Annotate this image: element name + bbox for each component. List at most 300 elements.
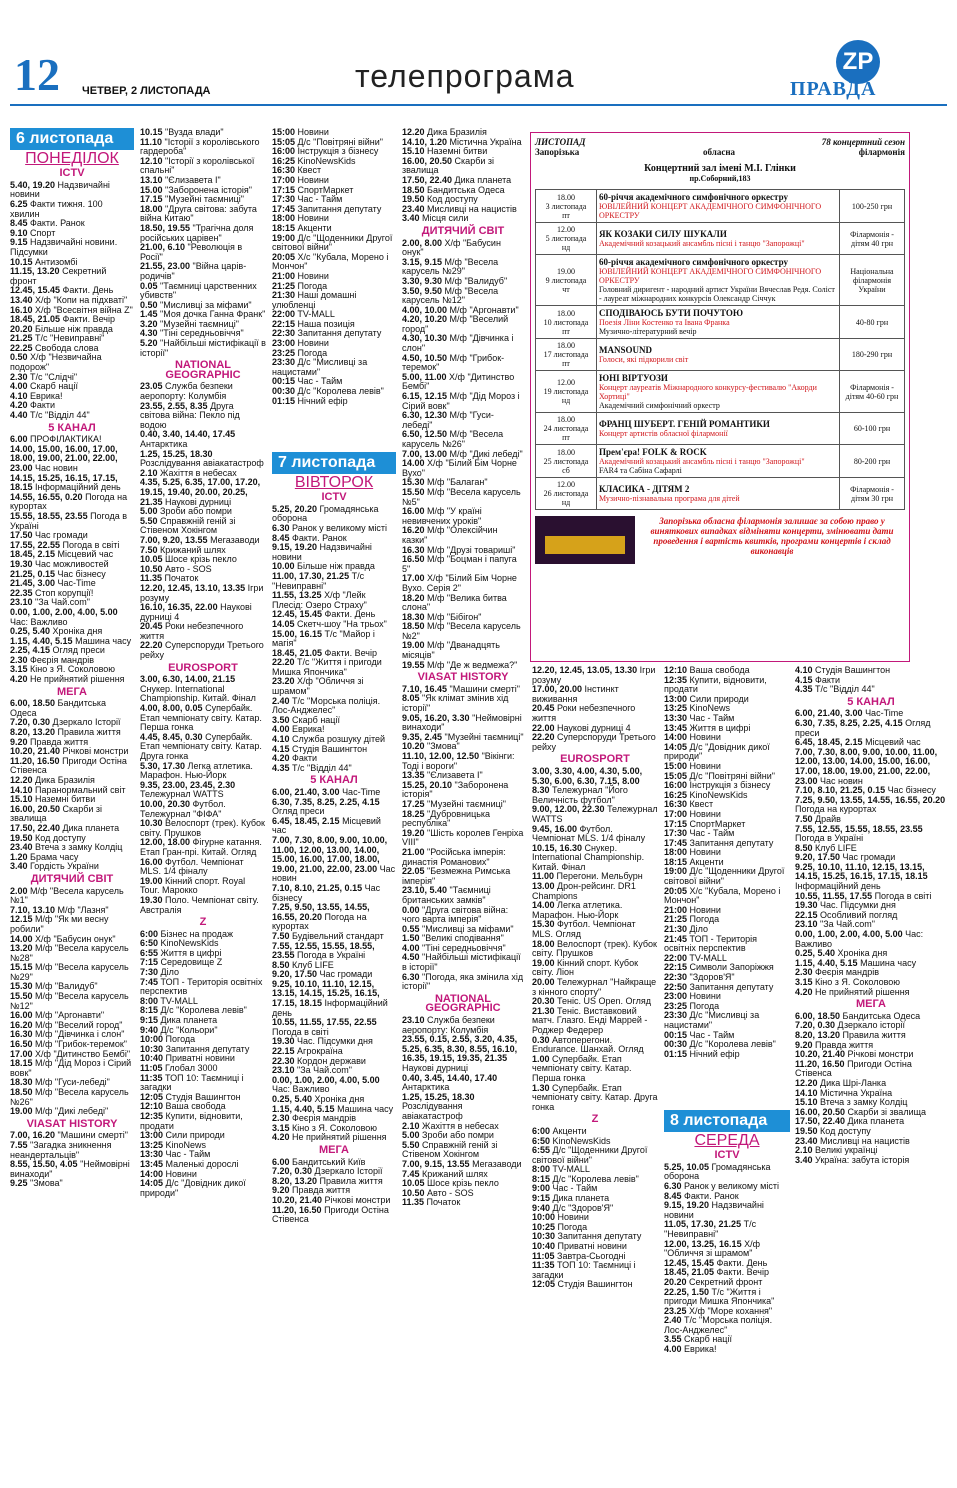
program-entry: [402, 1016, 524, 1035]
program-entry: [402, 973, 524, 992]
program-title: Д/с "Кольори": [158, 1024, 218, 1035]
program-times: 8.45: [664, 1190, 682, 1201]
program-times: 17.55, 22.55: [10, 539, 61, 550]
program-entry: [272, 543, 396, 562]
program-times: 17:30: [664, 828, 688, 839]
program-times: 1.00: [532, 1053, 550, 1064]
program-times: 6.45, 18.45, 2.15: [272, 815, 340, 826]
program-title: Легка атлетика. Марафон. Нью-Йорк: [140, 760, 253, 781]
program-times: 12:35: [664, 674, 688, 685]
program-times: 21:30: [664, 924, 688, 935]
concert-subtitle: Концерт артистів обласної філармонії: [599, 429, 728, 438]
program-times: 23.10: [402, 1015, 425, 1026]
program-entry: [795, 863, 947, 892]
program-title: Х/ф "Бабусин онук": [32, 933, 116, 944]
program-times: 8.05: [402, 693, 420, 704]
program-times: 5.40, 19.20: [10, 179, 56, 190]
program-times: 12.20: [402, 127, 425, 137]
program-times: 7.50: [795, 813, 813, 824]
program-times: 12:10: [140, 1101, 164, 1112]
program-title: Акценти: [295, 222, 332, 233]
program-entry: [10, 1179, 134, 1189]
program-entry: [272, 658, 396, 677]
program-times: 7.00, 7.30, 8.00, 9.00, 10.00, 11.00, 12.00, 13.00, 14.00, 15.00, 16.00, 17.00, 18.00, 19.00, 21.00, 22.00, 23.00: [272, 834, 388, 874]
concert-title: MANSOUND: [599, 345, 652, 355]
program-title: "Друга світова війна: чого варта імперія": [402, 904, 509, 925]
concert-row: [536, 190, 905, 223]
program-title: ТОП - Територія освітніх перспектив: [140, 976, 263, 997]
program-entry: [10, 1160, 134, 1179]
concert-subtitle: ЮВІЛЕЙНИЙ КОНЦЕРТ АКАДЕМІЧНОГО СИМФОНІЧНОГО ОРКЕСТРУ: [599, 202, 822, 220]
program-title: Втеча з замку Колдіц: [817, 1097, 908, 1108]
program-entry: [402, 287, 524, 306]
concert-subtitle: ЮВІЛЕЙНИЙ КОНЦЕРТ АКАДЕМІЧНОГО СИМФОНІЧНОГО ОРКЕСТРУ: [599, 267, 822, 285]
program-times: 15.00, 16.15: [272, 628, 323, 639]
program-title: Огляд преси: [272, 806, 325, 817]
program-times: 00:30: [664, 1039, 688, 1050]
program-times: 9.15, 19.20: [272, 542, 318, 553]
program-times: 8.45: [10, 218, 28, 229]
program-times: 14.15, 15.25, 16.15, 17.15, 18.15: [10, 472, 118, 493]
program-times: 23.55, 0.15, 2.55, 3.20, 4.35, 5.25, 6.35, 8.30, 8.55, 16.10, 16.35, 19.15, 19.35, 21.35: [402, 1034, 518, 1064]
program-title: Кінний спорт. Кубок світу. Ліон: [532, 957, 639, 978]
program-times: 10.55, 11.55, 17.55: [795, 890, 873, 901]
program-title: Погода на курортах: [795, 804, 877, 815]
program-entry: [140, 704, 266, 733]
program-times: 17:15: [272, 184, 296, 195]
program-times: 16.20: [10, 1019, 33, 1030]
program-title: Брама часу: [27, 851, 79, 862]
program-entry: [664, 676, 790, 695]
program-times: 7.10, 8.10, 21.25, 0.15: [272, 882, 363, 893]
concert-info-cell: [597, 339, 840, 371]
program-entry: [402, 1074, 524, 1093]
program-title: Новини: [687, 904, 721, 915]
program-times: 4.00: [272, 724, 290, 735]
column-4-bottom: [532, 666, 658, 1290]
program-title: Дика планета: [845, 1116, 905, 1127]
channel-name: МЕГА: [319, 1143, 349, 1156]
program-title: Дика Шрі-Ланка: [817, 1077, 887, 1088]
program-entry: [532, 1055, 658, 1084]
program-times: 4.10: [10, 390, 28, 401]
program-title: Бізнес на продаж: [158, 928, 233, 939]
program-title: Теніс. Виставковий матч. Глазго. Енді Маррей - Роджер Федерер: [532, 1005, 648, 1035]
program-times: 7.20, 0.30: [272, 1166, 313, 1177]
program-times: 00:15: [664, 1029, 688, 1040]
concert-time: 18.00: [557, 308, 575, 318]
program-times: 18.50: [402, 184, 425, 195]
concert-time: 18.00: [557, 341, 575, 350]
program-times: 23:30: [664, 1010, 688, 1021]
program-entry: [402, 239, 524, 258]
program-times: 16:25: [272, 155, 296, 166]
program-title: Не прийнятий рішення: [289, 1132, 387, 1143]
program-times: 20.20: [10, 323, 33, 334]
channel-name: МЕГА: [856, 998, 886, 1011]
program-times: 16:30: [664, 799, 688, 810]
program-entry: [140, 517, 266, 536]
program-times: 18.45, 21.05: [664, 1267, 715, 1278]
program-times: 15:05: [664, 770, 688, 781]
program-title: "Музейні таємниці": [162, 194, 245, 205]
program-title: Правда життя: [812, 1039, 874, 1050]
program-times: 4.40: [10, 410, 28, 421]
program-times: 10.55, 11.55, 17.55, 22.55: [272, 1017, 377, 1028]
program-times: 7.55: [10, 1139, 28, 1150]
program-title: М/ф "Дід Мороз і Сірий вовк": [402, 391, 520, 411]
program-title: Запитання депутату: [295, 328, 382, 339]
program-times: 8.30: [532, 785, 550, 796]
program-title: Зроби або помри: [419, 1130, 494, 1141]
program-entry: [140, 430, 266, 449]
program-title: М/ф "Боцман і папуга 5": [402, 554, 517, 574]
program-times: 19.50: [10, 832, 33, 843]
program-times: 3.15, 9.15: [402, 256, 443, 267]
program-title: Служба безпеки аеропорту: Колумбія: [140, 381, 233, 402]
program-entry: [272, 358, 396, 377]
ad-month: ЛИСТОПАД: [535, 137, 586, 147]
program-times: 7.10, 8.10, 21.25, 0.15: [795, 785, 886, 796]
concert-weekday: пт: [562, 210, 570, 220]
program-entry: [272, 798, 396, 817]
program-entry: [402, 507, 524, 526]
program-title: Авто - SOS: [162, 563, 212, 574]
program-title: Кіно з Я. Соколовою: [289, 1122, 378, 1133]
program-times: 11:05: [532, 1250, 555, 1261]
program-title: М/ф "Велика битва слона": [402, 592, 507, 613]
program-times: 22.20: [532, 732, 555, 743]
program-times: 0.25, 5.40: [795, 948, 836, 959]
program-entry: [402, 886, 524, 905]
program-title: Інформаційний день: [32, 482, 121, 493]
program-times: 11.00, 17.30, 21.25: [272, 570, 350, 581]
program-entry: [140, 819, 266, 838]
program-title: Час: Важливо: [795, 929, 924, 949]
concert-weekday: пт: [562, 359, 570, 368]
program-times: 13.00: [532, 881, 555, 892]
program-entry: [272, 903, 396, 932]
concert-date-cell: [536, 339, 597, 371]
concert-date: 9 листопада: [545, 275, 587, 285]
program-title: Більше ніж правда: [32, 323, 113, 334]
program-title: Клуб LIFE: [812, 842, 857, 853]
program-entry: [10, 887, 134, 906]
program-times: 23:00: [272, 338, 296, 349]
program-times: 8.20, 13.20: [272, 1175, 318, 1186]
program-times: 2.30: [10, 371, 28, 382]
program-times: 22.35: [10, 587, 33, 598]
program-times: 16.00: [140, 856, 163, 867]
program-title: Час бізнесу: [55, 568, 106, 579]
program-title: Життя в цифрі: [158, 947, 222, 958]
program-title: Погода: [295, 280, 328, 291]
program-times: 1.30: [532, 1082, 550, 1093]
program-times: 13.35: [402, 770, 425, 781]
concert-subtitle: Голоси, які підкорили світ: [599, 355, 689, 364]
program-times: 12.45, 15.45: [10, 285, 61, 296]
program-title: Еврика!: [27, 390, 63, 401]
program-entry: [402, 661, 524, 671]
program-title: Дзеркало історії: [835, 1020, 906, 1031]
program-title: Перегони. Мельбурн: [554, 871, 643, 882]
program-times: 3.55: [664, 1334, 682, 1345]
program-title: Погода на курортах: [272, 911, 367, 932]
program-title: Футбол. Чемпіонат MLS. Огляд: [532, 919, 636, 940]
program-times: 4.10: [795, 665, 813, 675]
program-entry: [140, 224, 266, 243]
program-entry: [402, 752, 524, 771]
program-entry: [532, 786, 658, 805]
channel-name: EUROSPORT: [560, 753, 630, 766]
program-title: Інструкція з бізнесу: [295, 146, 379, 157]
program-title: Погода: [687, 914, 720, 925]
program-entry: [10, 474, 134, 493]
program-times: 14.10: [795, 1087, 818, 1098]
program-times: 7.00, 16.20: [10, 1130, 56, 1141]
program-times: 11.20, 16.50: [272, 1204, 322, 1215]
program-entry: [272, 234, 396, 253]
column-3-bottom: [272, 452, 396, 1225]
program-times: 20.00: [532, 977, 555, 987]
program-times: 11.10, 12.00, 12.50: [402, 751, 480, 761]
program-entry: [10, 1088, 134, 1107]
channel-name: ДИТЯЧИЙ СВІТ: [421, 224, 505, 237]
program-times: 2.00: [10, 885, 28, 896]
program-title: Наземні битви: [424, 146, 488, 157]
program-times: 6:55: [532, 1145, 551, 1156]
program-title: Новини: [687, 760, 721, 771]
program-times: 5.25, 10.05: [664, 1161, 710, 1172]
program-title: Нічний ефір: [295, 395, 348, 406]
program-times: 14.00, 15.00, 16.00, 17.00, 18.00, 19.00, 21.00, 22.00, 23.00: [10, 443, 118, 473]
program-times: 9.20: [795, 1039, 813, 1050]
program-title: Запитання депутату: [295, 203, 382, 214]
program-entry: [272, 836, 396, 884]
concert-date-cell: [536, 445, 597, 478]
program-title: Х/ф "Лейк Плесід: Озеро Страху": [272, 590, 367, 610]
program-title: Інформаційний день: [795, 881, 881, 892]
program-title: Річкові монстри: [322, 1194, 391, 1205]
program-times: 16.00: [10, 1010, 33, 1021]
program-title: Факти. День: [60, 285, 114, 296]
program-title: "Музейні таємниці": [157, 318, 240, 329]
program-title: Україна: забута історія: [812, 1154, 910, 1165]
program-title: Життя в цифрі: [687, 722, 751, 733]
program-title: TV-MALL: [550, 1164, 590, 1175]
program-entry: [532, 882, 658, 901]
program-title: СпортМаркет: [687, 818, 746, 829]
program-entry: [10, 1107, 134, 1117]
concert-price: 60-100 грн: [840, 413, 905, 445]
program-title: Бандитський Київ: [289, 1156, 366, 1167]
program-title: Т/с "Відділ 44": [289, 762, 352, 773]
program-title: Час громади: [840, 852, 896, 863]
program-times: 10.20: [402, 741, 425, 752]
program-times: 01:15: [664, 1048, 688, 1059]
program-title: Супербайк. Етап чемпіонату світу. Катар. Друга гонка: [140, 731, 262, 761]
program-title: М/ф "Лазня": [55, 904, 109, 915]
concert-subtitle: Академічний козацький ансамбль пісні і танцю "Запорожці": [599, 457, 805, 466]
program-title: Маленькі дорослі: [163, 1158, 239, 1169]
program-times: 8.20, 13.20: [10, 727, 56, 738]
concert-date-cell: [536, 306, 597, 339]
program-title: Антарктика: [402, 1082, 450, 1093]
program-times: 21.55, 23.00: [140, 261, 191, 272]
channel-name: ICTV: [714, 1149, 740, 1162]
program-title: М/ф "Балаган": [424, 477, 488, 488]
program-times: 22.20: [272, 657, 295, 668]
program-title: Д/с "Королева левів": [687, 1039, 776, 1050]
program-title: TV-MALL: [158, 995, 198, 1006]
program-entry: [532, 940, 658, 959]
program-times: 00:30: [272, 386, 296, 397]
program-entry: [10, 1059, 134, 1078]
program-title: Пригоди Остіна Стівенса: [272, 1204, 389, 1225]
program-times: 16.20: [402, 525, 425, 536]
program-times: 1.15, 4.40, 5.15: [10, 635, 73, 646]
program-title: Т/с "Майор і магія": [272, 628, 375, 649]
program-title: "Здоров'Я": [687, 972, 735, 982]
program-entry: [664, 1163, 790, 1182]
program-times: 4.00: [10, 381, 28, 392]
program-title: Наукові дурниці: [402, 1063, 469, 1073]
program-title: Час - Тайм: [687, 1029, 735, 1040]
program-title: Справжній геній зі Стівеном Хокінгом: [140, 515, 236, 536]
concert-date: 26 листопада: [543, 489, 589, 498]
program-title: Новини: [295, 213, 329, 224]
program-times: 7.50: [140, 544, 158, 555]
program-entry: [272, 591, 396, 610]
program-entry: [532, 844, 658, 873]
program-times: 23.10: [795, 919, 818, 930]
program-title: Футбол. Чемпіонат MLS. 1/4 фіналу: [140, 856, 244, 877]
program-times: 5.50: [402, 1139, 420, 1150]
program-entry: [272, 1018, 396, 1037]
header-rule: [10, 104, 947, 106]
concert-row: [536, 223, 905, 255]
program-title: Втеча з замку Колдіц: [32, 842, 123, 853]
program-times: 8.45: [272, 532, 290, 543]
page-number: 12: [14, 49, 60, 100]
program-times: 23.05: [140, 381, 163, 392]
program-title: Студія Вашингтон: [555, 1279, 633, 1290]
program-entry: [795, 825, 947, 844]
program-title: "За Чай.com": [294, 1065, 352, 1076]
program-entry: [664, 1316, 790, 1335]
program-times: 18.00: [532, 938, 555, 949]
program-times: 0.05: [140, 280, 158, 291]
program-title: Новини: [163, 1168, 197, 1179]
program-times: 12:05: [140, 1091, 164, 1102]
program-times: 22.15: [272, 1046, 295, 1057]
program-times: 17:30: [272, 194, 296, 205]
program-entry: [402, 555, 524, 574]
program-times: 18.20: [402, 592, 425, 603]
program-entry: [140, 157, 266, 176]
program-times: 18.45, 2.15: [10, 549, 56, 560]
program-title: Кордон держави: [294, 1055, 366, 1066]
program-entry: [272, 1133, 396, 1143]
program-title: М/ф "Дід Мороз і Сірий вовк": [10, 1058, 132, 1078]
concert-info-cell: [597, 478, 840, 510]
program-title: М/ф "Олексійчин казки": [402, 525, 498, 545]
program-times: 19.00: [10, 1106, 33, 1117]
program-times: 10.05: [402, 1178, 425, 1189]
program-times: 23.40: [10, 842, 33, 853]
program-entry: [140, 622, 266, 641]
program-times: 20.45: [140, 621, 163, 632]
program-times: 10.15: [140, 127, 163, 137]
day-header: 8 листопада: [664, 1110, 790, 1132]
program-times: 15.10: [10, 794, 33, 805]
program-title: Новини: [295, 174, 329, 185]
program-times: 6.00, 18.50: [10, 698, 56, 709]
program-times: 4.35: [272, 762, 290, 773]
program-times: 4.00, 8.00, 0.05: [140, 703, 203, 714]
program-entry: [140, 282, 266, 301]
program-times: 8.50: [795, 842, 813, 853]
program-times: 13:00: [664, 693, 688, 704]
program-title: KinoNews: [163, 1139, 207, 1150]
concert-table: [535, 189, 905, 510]
program-title: "Моя дочка Ганна Франк": [157, 309, 266, 320]
program-title: Новини: [295, 270, 329, 281]
concert-details: FAR4 та Сабіна Сафарлі: [599, 466, 682, 475]
program-title: Пригоди Остіна Стівенса: [10, 755, 127, 776]
program-times: 8.20, 13.20: [795, 1029, 841, 1040]
program-title: Факти. Ранок: [27, 218, 85, 229]
column-5-bottom: [664, 1110, 790, 1355]
program-times: 3.00, 6.30, 14.00, 21.15: [140, 674, 236, 685]
program-entry: [402, 848, 524, 867]
program-times: 12:10: [664, 665, 688, 675]
program-times: 1.20: [10, 851, 28, 862]
program-times: 4.20: [10, 400, 28, 411]
program-times: 6.30: [664, 1180, 682, 1191]
program-times: 21:45: [664, 933, 688, 944]
program-title: Бандитська Одеса: [10, 698, 107, 718]
program-entry: [140, 1074, 266, 1093]
program-entry: [10, 944, 134, 963]
program-times: 4.00: [664, 1344, 682, 1355]
column-4-top: [402, 128, 524, 1208]
program-times: 7.00, 7.30, 8.00, 9.00, 10.00, 11.00, 12.00, 13.00, 14.00, 15.00, 16.00, 17.00, 18.00, 19.00, 21.00, 22.00, 23.00: [795, 746, 938, 786]
program-times: 23.10: [10, 597, 33, 608]
program-title: Велоспорт (трек). Кубок світу. Прушков: [532, 938, 657, 959]
program-entry: [532, 1007, 658, 1036]
program-title: "Дубровницька республіка": [402, 808, 491, 829]
program-times: 5.00, 11.00: [402, 371, 447, 382]
program-times: 16.50: [402, 554, 425, 565]
concert-info-cell: [597, 306, 840, 339]
program-times: 14.10, 1.20: [402, 136, 448, 147]
program-times: 16:30: [272, 165, 296, 176]
program-times: 6.30, 7.35, 8.25, 2.25, 4.15: [795, 717, 903, 728]
program-times: 18:00: [664, 847, 688, 858]
program-times: 16.30: [10, 1029, 33, 1040]
program-title: Акценти: [687, 856, 724, 867]
program-times: 16.00, 20.50: [795, 1106, 846, 1117]
program-title: Д/с "Щоденники Другої світової війни": [272, 232, 393, 253]
program-times: 15.50: [10, 991, 33, 1002]
program-title: "Російська імперія: династія Романових": [402, 846, 506, 867]
program-times: 7.25, 9.50, 13.55, 14.55, 16.55, 20.20: [795, 794, 946, 805]
program-title: Час новин: [817, 775, 863, 786]
program-times: 12.45, 15.45: [664, 1257, 715, 1268]
program-times: 18.25: [402, 808, 425, 819]
program-title: М/ф "Бібігон": [424, 611, 482, 622]
